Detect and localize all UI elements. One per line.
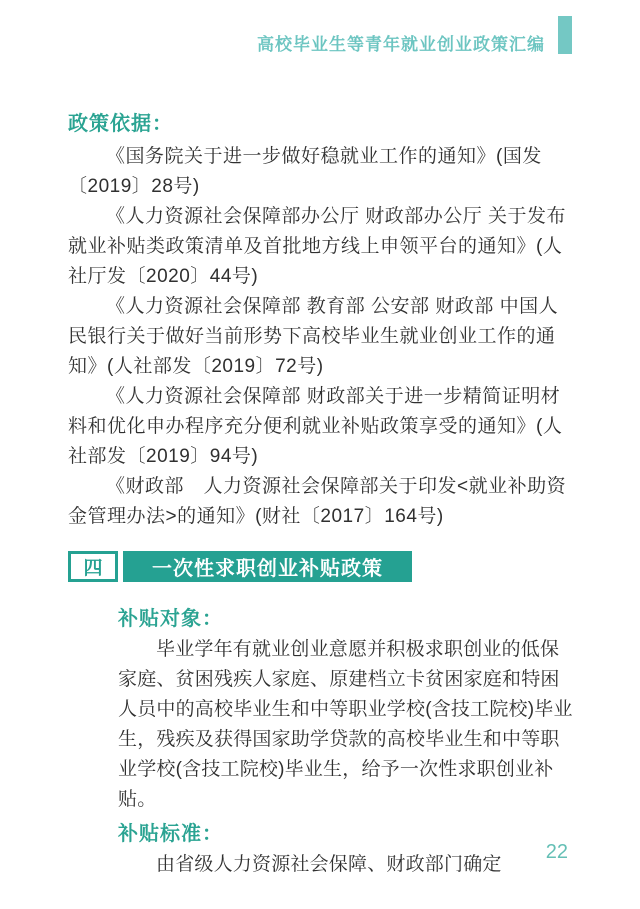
page-number: 22 (545, 841, 568, 863)
page-header-title: 高校毕业生等青年就业创业政策汇编 (257, 35, 545, 54)
section-four-band (68, 551, 412, 582)
policy-basis-section (68, 110, 570, 532)
section-number-badge: 四 (68, 551, 118, 582)
header-accent-bar (558, 16, 572, 54)
policy-item: 《人力资源社会保障部办公厅 财政部办公厅 关于发布就业补贴类政策清单及首批地方线上申领平台的通知》(人社厅发〔2020〕44号) (68, 206, 567, 287)
policy-item: 《人力资源社会保障部 教育部 公安部 财政部 中国人民银行关于做好当前形势下高校毕业生就业创业工作的通知》(人社部发〔2019〕72号) (68, 296, 559, 377)
section-title: 一次性求职创业补贴政策 (123, 551, 412, 582)
subsidy-standard-heading: 补贴标准： (118, 823, 223, 845)
policy-item: 《国务院关于进一步做好稳就业工作的通知》(国发〔2019〕28号) (68, 146, 542, 197)
subsidy-standard-body: 由省级人力资源社会保障、财政部门确定 (156, 854, 502, 875)
subsidy-target-heading: 补贴对象： (118, 608, 223, 630)
policy-basis-heading: 政策依据： (68, 113, 173, 135)
subsidy-section (118, 604, 576, 880)
policy-item: 《财政部 人力资源社会保障部关于印发<就业补助资金管理办法>的通知》(财社〔2017〕164号) (68, 476, 567, 527)
subsidy-target-body: 毕业学年有就业创业意愿并积极求职创业的低保家庭、贫困残疾人家庭、原建档立卡贫困家庭和特困人员中的高校毕业生和中等职业学校(含技工院校)毕业生，残疾及获得国家助学贷款的高校毕业生和中等职业学校(含技工院校)毕业生，给予一次性求职创业补贴。 (118, 639, 573, 810)
policy-item: 《人力资源社会保障部 财政部关于进一步精简证明材料和优化申办程序充分便利就业补贴政策享受的通知》(人社部发〔2019〕94号) (68, 386, 563, 467)
